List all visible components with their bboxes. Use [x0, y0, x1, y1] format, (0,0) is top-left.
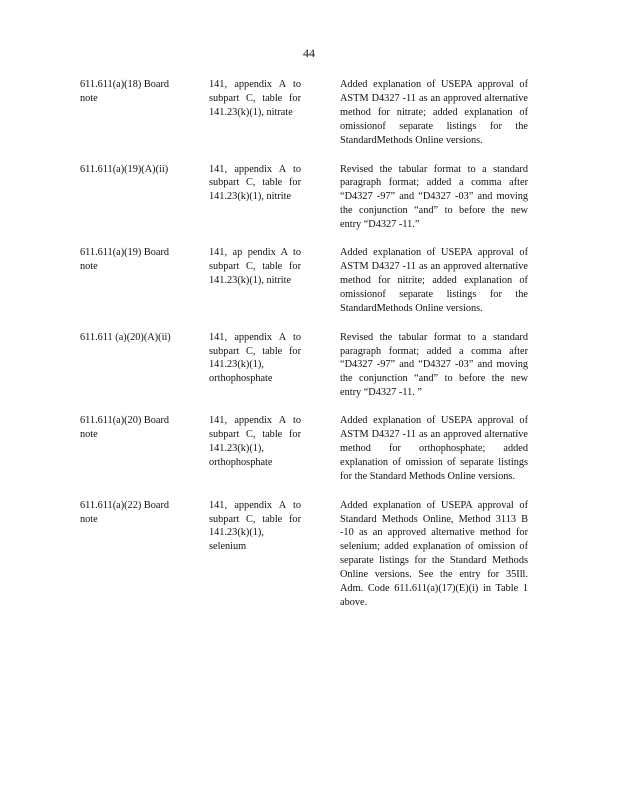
- action-cell: Added explanation of USEPA approval of ASTM D4327 -11 as an approved alternative method for orthophosphate; added explanation of omission of separate listings for the Standard Methods Online versions.: [340, 415, 528, 482]
- section-cell: 611.611(a)(20) Board note: [80, 415, 170, 441]
- changes-table: [80, 78, 535, 626]
- action-cell: Revised the tabular format to a standard paragraph format; added a comma after “D4327 -97” and “D4327 -03” and moving the conjunction “and” to before the new entry “D4327 -11.”: [340, 163, 528, 231]
- source-cell: 141, appendix A to subpart C, table for 141.23(k)(1), nitrite: [209, 163, 301, 203]
- section-cell: 611.611(a)(19) Board note: [80, 247, 170, 272]
- table-row: [80, 499, 535, 610]
- table-row: [80, 331, 535, 401]
- table-row: [80, 78, 535, 148]
- table-row: [80, 246, 535, 316]
- section-cell: 611.611(a)(22) Board note: [80, 499, 170, 525]
- action-cell: Added explanation of USEPA approval of ASTM D4327 -11 as an approved alternative method for nitrate; added explanation of omissionof separate listings for the StandardMethods Online versions.: [340, 79, 528, 146]
- source-cell: 141, appendix A to subpart C, table for 141.23(k)(1), orthophosphate: [209, 415, 301, 468]
- action-cell: Revised the tabular format to a standard paragraph format; added a comma after “D4327 -97” and “D4327 -03” and moving the conjunction “and” to before the new entry “D4327 -11. ”: [340, 331, 528, 399]
- section-cell: 611.611(a)(18) Board note: [80, 79, 170, 104]
- source-cell: 141, appendix A to subpart C, table for 141.23(k)(1), selenium: [209, 499, 301, 553]
- section-cell: 611.611(a)(19)(A)(ii): [80, 163, 169, 175]
- source-cell: 141, appendix A to subpart C, table for 141.23(k)(1), orthophosphate: [209, 331, 301, 385]
- action-cell: Added explanation of USEPA approval of ASTM D4327 -11 as an approved alternative method for nitrite; added explanation of omissionof separate listings for the StandardMethods Online versions.: [340, 247, 528, 314]
- table-row: [80, 414, 535, 484]
- action-cell: Added explanation of USEPA approval of Standard Methods Online, Method 3113 B -10 as an approved alternative method for selenium; added explanation of omission of separate listings for the Standard Methods Online versions. See the entry for 35Ill. Adm. Code 611.611(a)(17)(E)(i) in Table 1 above.: [340, 499, 528, 608]
- source-cell: 141, appendix A to subpart C, table for 141.23(k)(1), nitrate: [209, 79, 301, 118]
- source-cell: 141, ap pendix A to subpart C, table for 141.23(k)(1), nitrite: [209, 247, 301, 286]
- section-cell: 611.611 (a)(20)(A)(ii): [80, 331, 171, 343]
- table-row: [80, 163, 535, 233]
- page-number: 44: [303, 46, 315, 60]
